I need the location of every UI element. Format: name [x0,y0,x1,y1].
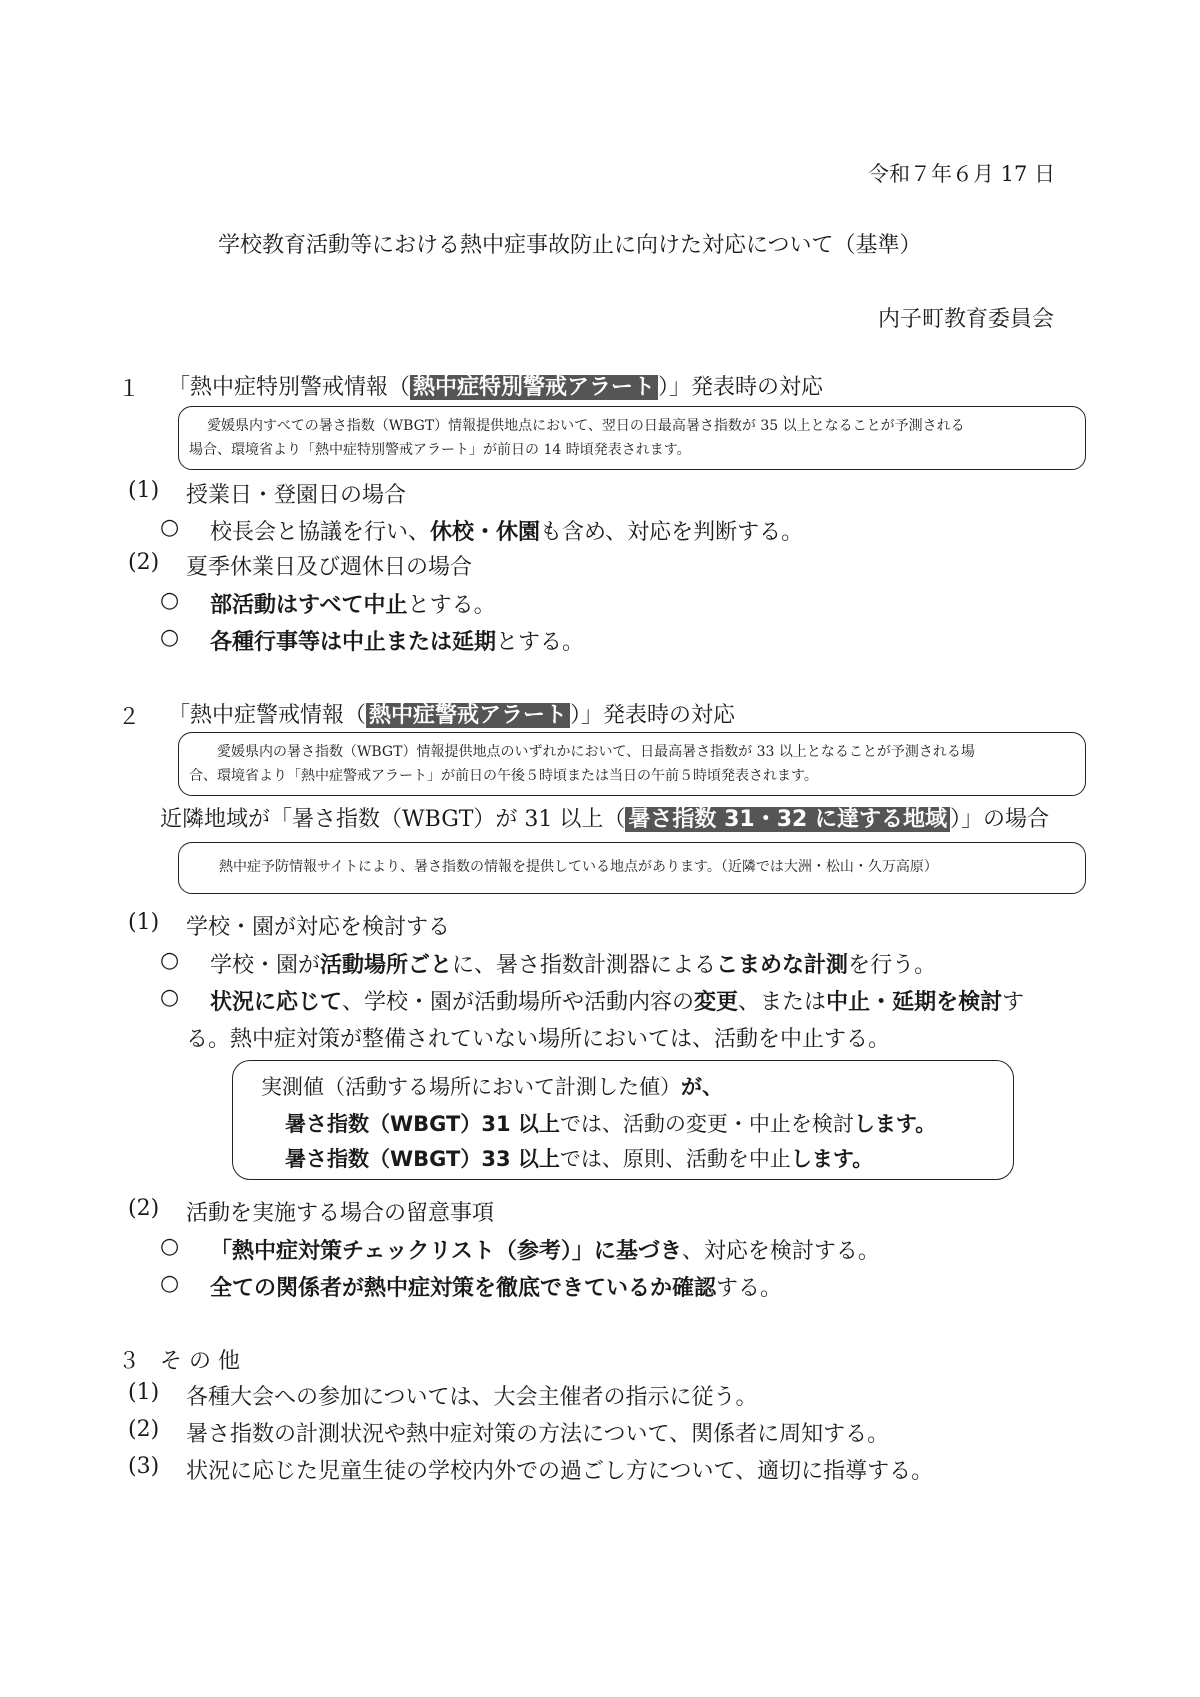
text-run: す [1002,990,1025,1015]
text-run: 実測値（活動する場所において計測した値） [261,1075,681,1099]
text-run-bold: 部活動はすべて中止 [210,593,408,618]
section-3-item-text: 暑さ指数の計測状況や熱中症対策の方法について、関係者に周知する。 [186,1422,890,1447]
text-run-bold: 33 以上 [481,1147,560,1171]
text-run: に、暑さ指数計測器による [452,953,717,978]
text-run: 原則、活動を中止 [622,1147,791,1171]
text-run-bold: 状況に応じて [210,990,343,1015]
text-run: 、学校・園が活動場所や活動内容の [342,990,695,1015]
section-1-heading-pre: 「熱中症特別警戒情報（ [168,375,411,400]
text-run: 、対応を検討する。 [681,1239,880,1264]
measurement-line3 [285,1143,873,1173]
text-run-bold: します。 [790,1147,874,1171]
section-1-note-line1: 愛媛県内すべての暑さ指数（WBGT）情報提供地点において、翌日の日最高暑さ指数が 35 以上となることが予測される [207,418,965,434]
text-run-bold: 31 以上 [481,1112,560,1136]
section-1-number: １ [118,377,141,402]
section-2-note-line1: 愛媛県内の暑さ指数（WBGT）情報提供地点のいずれかにおいて、日最高暑さ指数が 33 以上となることが予測される場 [217,744,975,760]
text-run-bold: 全ての関係者が熱中症対策を徹底できているか確認 [210,1276,717,1301]
section-1-sub2-label: 夏季休業日及び週休日の場合 [186,555,473,580]
text-run-bold: します。 [853,1112,937,1136]
section-3-item-number: (3) [128,1454,160,1479]
text-run-bold: 各種行事等は中止または延期 [210,630,497,655]
section-1-sub1-bullet1 [210,515,803,546]
section-2-measurement-box [232,1060,1014,1180]
text-run: する。 [716,1276,783,1301]
text-run: とする。 [496,630,585,655]
text-run: を行う。 [848,953,937,978]
bullet-circle-icon: ○ [160,985,180,1010]
section-3-heading: そ の 他 [160,1349,240,1374]
section-2-sub1-label: 学校・園が対応を検討する [186,915,451,940]
text-run: 活動の変更・中止を検討 [622,1112,854,1136]
section-2-sub2-number: (2) [128,1196,160,1221]
text-run-bold: 「熱中症対策チェックリスト（参考）」に基づき [210,1239,682,1264]
text-run: 校長会と協議を行い、 [210,520,431,545]
section-2-sub2-bullet2 [210,1271,782,1302]
section-1-sub2-bullet1 [210,588,496,619]
section-1-heading-post: ）」発表時の対応 [658,375,824,400]
section-2-heading [168,698,735,729]
section-2-number: ２ [118,705,141,730]
text-run: も含め、対応を判断する。 [540,520,804,545]
section-1-note-box [178,406,1086,470]
section-2-heading-highlight: 熱中症警戒アラート [366,703,570,728]
bullet-circle-icon: ○ [160,588,180,613]
section-2-sub1-bullet1 [210,948,936,979]
text-run-bold: 暑さ指数（WBGT） [285,1147,482,1171]
section-1-sub1-number: (1) [128,478,160,503]
section-2-sub1-number: (1) [128,910,160,935]
section-1-sub1-label: 授業日・登園日の場合 [186,483,407,508]
measurement-line2 [285,1108,936,1138]
text-run: とする。 [407,593,496,618]
section-1-sub2-number: (2) [128,550,160,575]
section-1-sub2-bullet2 [210,625,584,656]
section-1-heading-highlight: 熱中症特別警戒アラート [410,375,658,400]
section-2-note-box [178,732,1086,796]
text-run: では、 [559,1112,623,1136]
section-2-sub1-bullet2 [210,985,1024,1016]
section-2-heading-pre: 「熱中症警戒情報（ [168,703,367,728]
text-run: 、または [738,990,827,1015]
text-run: では、 [559,1147,623,1171]
section-3-item-text: 状況に応じた児童生徒の学校内外での過ごし方について、適切に指導する。 [186,1459,934,1484]
section-2-heading-post: ）」発表時の対応 [570,703,736,728]
section-3-item-number: (2) [128,1417,160,1442]
section-3-number: ３ [118,1349,141,1374]
bullet-circle-icon: ○ [160,948,180,973]
measurement-line1 [261,1071,723,1101]
bullet-circle-icon: ○ [160,1234,180,1259]
text-run: 近隣地域が「暑さ指数（WBGT）が 31 以上（ [160,807,626,832]
bullet-circle-icon: ○ [160,515,180,540]
text-run-bold: 暑さ指数（WBGT） [285,1112,482,1136]
text-run-bold: 活動場所ごと [320,953,453,978]
document-date: 令和７年６月 17 日 [868,162,1056,186]
bullet-circle-icon: ○ [160,625,180,650]
section-2-nearby-note: 熱中症予防情報サイトにより、暑さ指数の情報を提供している地点があります。（近隣では大洲・松山・久万高原） [219,859,938,875]
nearby-highlight: 暑さ指数 31・32 に達する地域 [625,807,950,832]
bullet-circle-icon: ○ [160,1271,180,1296]
section-3-item-number: (1) [128,1380,160,1405]
document-author: 内子町教育委員会 [878,307,1055,332]
section-2-sub2-bullet1 [210,1234,880,1265]
text-run: 学校・園が [210,953,321,978]
section-2-note-line2: 合、環境省より「熱中症警戒アラート」が前日の午後５時頃または当日の午前５時頃発表されます。 [189,768,818,784]
document-title: 学校教育活動等における熱中症事故防止に向けた対応について（基準） [218,233,922,258]
section-3-item-text: 各種大会への参加については、大会主催者の指示に従う。 [186,1385,758,1410]
section-2-nearby-note-box [178,842,1086,894]
section-1-heading [168,370,823,401]
text-run-bold: 休校・休園 [430,520,541,545]
text-run-bold: 変更 [694,990,739,1015]
text-run: ）」の場合 [949,807,1049,832]
section-2-sub2-label: 活動を実施する場合の留意事項 [186,1201,495,1226]
section-2-sub1-bullet2-line2: る。熱中症対策が整備されていない場所においては、活動を中止する。 [186,1027,891,1052]
text-run-bold: こまめな計測 [716,953,849,978]
section-2-nearby-condition [160,802,1049,833]
text-run-bold: が、 [681,1075,723,1099]
section-1-note-line2: 場合、環境省より「熱中症特別警戒アラート」が前日の 14 時頃発表されます。 [189,442,691,458]
text-run-bold: 中止・延期を検討 [826,990,1003,1015]
